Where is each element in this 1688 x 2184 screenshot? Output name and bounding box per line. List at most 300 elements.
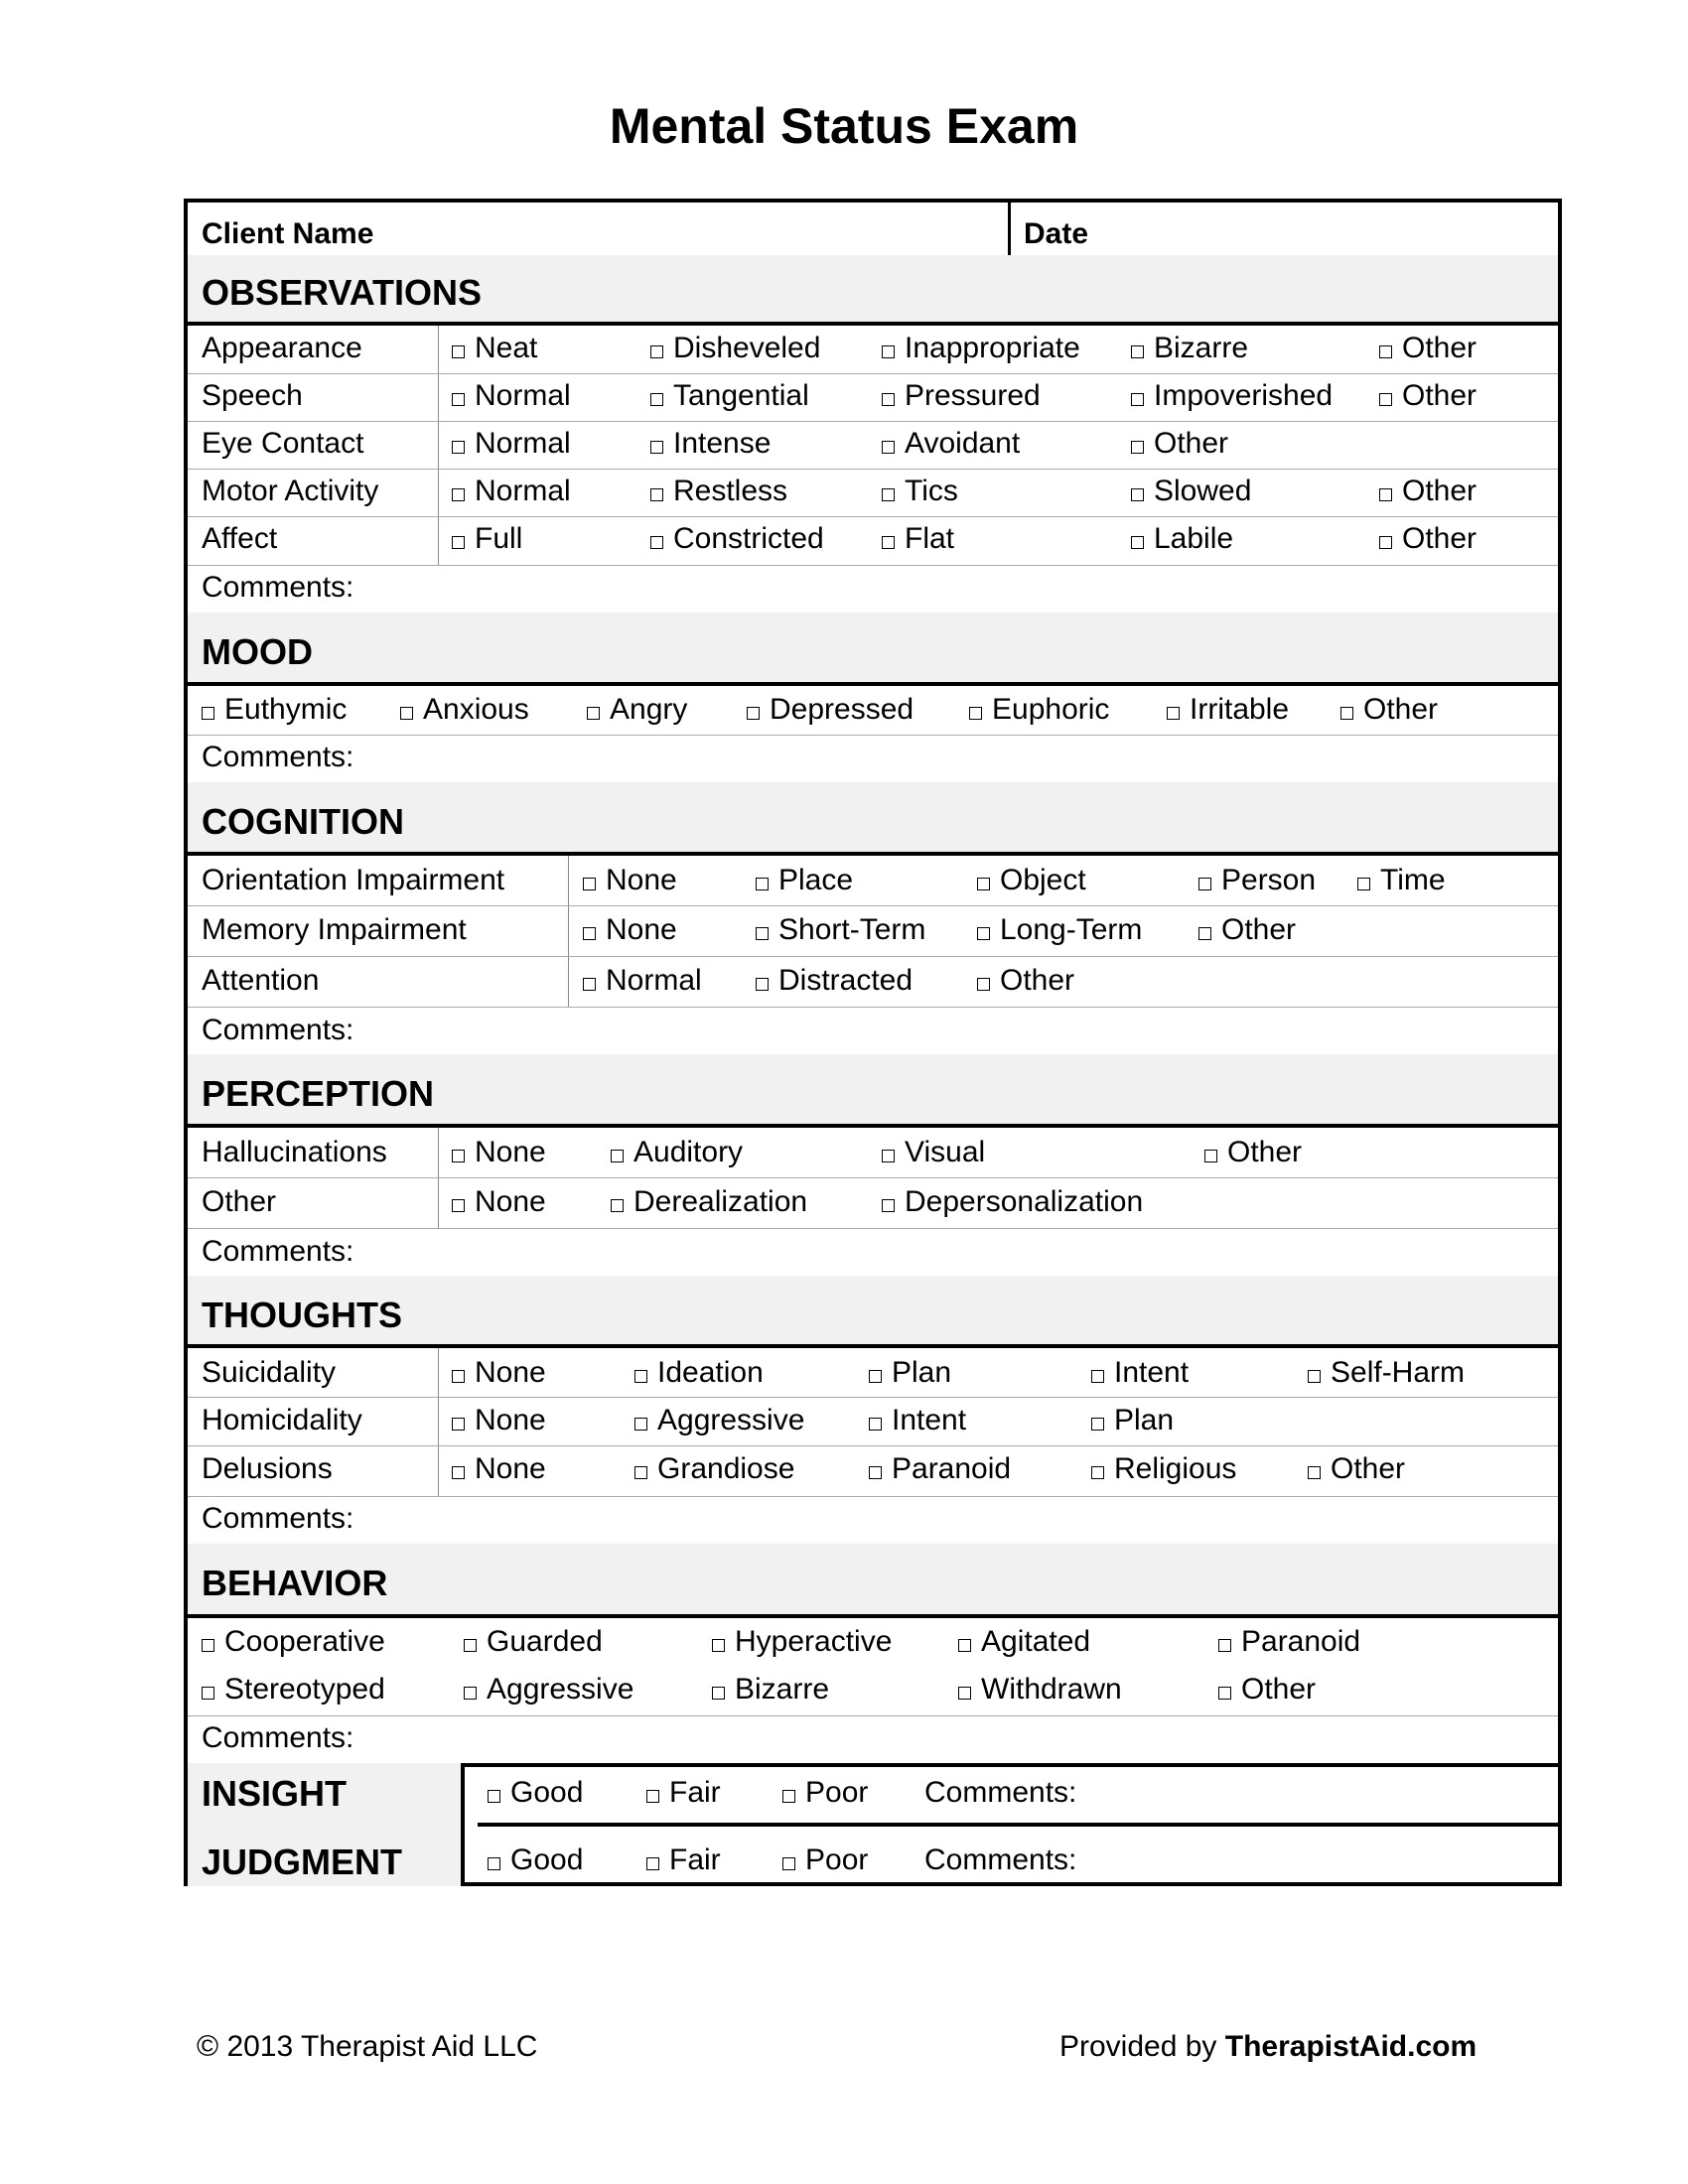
row-divider [188, 421, 1558, 422]
option-label: None [475, 1404, 546, 1436]
section-header-thoughts [188, 1276, 1558, 1348]
perception-comments-field[interactable] [356, 1230, 1548, 1274]
checkbox-other[interactable] [1340, 693, 1438, 727]
checkbox-square-icon [1091, 1466, 1104, 1479]
option-label: Paranoid [892, 1452, 1012, 1485]
comments-label: Comments: [202, 1721, 354, 1754]
checkbox-square-icon [1131, 441, 1144, 454]
option-label: Depersonalization [905, 1185, 1144, 1218]
row-label-speech: Speech [202, 379, 303, 412]
checkbox-square-icon [488, 1857, 500, 1870]
option-label: Normal [475, 379, 571, 412]
checkbox-square-icon [464, 1687, 477, 1700]
checkbox-aggressive[interactable] [464, 1673, 633, 1706]
option-label: None [475, 1356, 546, 1389]
checkbox-paranoid[interactable] [869, 1452, 1011, 1486]
option-label: Irritable [1190, 693, 1290, 726]
checkbox-bizarre[interactable] [712, 1673, 829, 1706]
date-label: Date [1024, 217, 1089, 250]
checkbox-square-icon [969, 707, 982, 720]
comments-label: Comments: [202, 741, 354, 773]
checkbox-none[interactable] [452, 1452, 546, 1486]
checkbox-square-icon [1379, 393, 1392, 406]
checkbox-square-icon [488, 1790, 500, 1803]
option-label: Guarded [487, 1625, 603, 1658]
option-label: Normal [475, 475, 571, 507]
option-label: Other [1363, 693, 1439, 726]
option-label: Impoverished [1154, 379, 1334, 412]
option-label: Ideation [657, 1356, 764, 1389]
checkbox-square-icon [452, 1466, 465, 1479]
section-title-thoughts: THOUGHTS [202, 1295, 402, 1335]
row-label-affect: Affect [202, 522, 278, 555]
checkbox-place[interactable] [756, 864, 853, 897]
checkbox-disheveled[interactable] [650, 332, 820, 365]
option-label: Good [510, 1843, 584, 1876]
option-label: Good [510, 1776, 584, 1809]
option-label: Poor [805, 1776, 869, 1809]
option-label: Euphoric [992, 693, 1110, 726]
checkbox-square-icon [958, 1687, 971, 1700]
checkbox-inappropriate[interactable] [882, 332, 1080, 365]
option-label: Long-Term [1000, 913, 1143, 946]
row-divider [188, 905, 1558, 906]
checkbox-angry[interactable] [587, 693, 687, 727]
checkbox-tics[interactable] [882, 475, 958, 508]
checkbox-square-icon [452, 1199, 465, 1212]
checkbox-neat[interactable] [452, 332, 537, 365]
option-label: Fair [669, 1776, 721, 1809]
comments-label: Comments: [202, 1235, 354, 1268]
row-divider [188, 469, 1558, 470]
checkbox-square-icon [1131, 393, 1144, 406]
option-label: Object [1000, 864, 1086, 896]
checkbox-square-icon [958, 1639, 971, 1652]
checkbox-none[interactable] [583, 913, 677, 947]
option-label: Normal [475, 427, 571, 460]
checkbox-square-icon [1379, 536, 1392, 549]
checkbox-square-icon [646, 1790, 659, 1803]
checkbox-square-icon [712, 1639, 725, 1652]
comments-label: Comments: [924, 1843, 1077, 1876]
checkbox-time[interactable] [1357, 864, 1446, 897]
checkbox-square-icon [646, 1857, 659, 1870]
checkbox-long-term[interactable] [977, 913, 1142, 947]
option-label: Slowed [1154, 475, 1252, 507]
checkbox-square-icon [452, 488, 465, 501]
checkbox-square-icon [882, 345, 895, 358]
checkbox-square-icon [1131, 488, 1144, 501]
checkbox-square-icon [977, 927, 990, 940]
option-label: Inappropriate [905, 332, 1080, 364]
row-divider [188, 1177, 1558, 1178]
checkbox-square-icon [1308, 1466, 1321, 1479]
checkbox-other[interactable] [1204, 1136, 1302, 1169]
checkbox-none[interactable] [452, 1185, 546, 1219]
option-label: Other [1402, 522, 1477, 555]
row-label-suicidality: Suicidality [202, 1356, 337, 1389]
option-label: Tics [905, 475, 958, 507]
checkbox-plan[interactable] [1091, 1404, 1174, 1437]
checkbox-pressured[interactable] [882, 379, 1041, 413]
option-label: Pressured [905, 379, 1041, 412]
checkbox-religious[interactable] [1091, 1452, 1236, 1486]
checkbox-slowed[interactable] [1131, 475, 1251, 508]
checkbox-intense[interactable] [650, 427, 771, 461]
section-title-cognition: COGNITION [202, 801, 404, 842]
checkbox-square-icon [583, 927, 596, 940]
checkbox-square-icon [882, 1150, 895, 1162]
option-label: Paranoid [1241, 1625, 1361, 1658]
checkbox-square-icon [782, 1857, 795, 1870]
checkbox-depressed[interactable] [747, 693, 914, 727]
checkbox-poor[interactable] [782, 1843, 868, 1877]
checkbox-square-icon [452, 1150, 465, 1162]
row-label-memory-impairment: Memory Impairment [202, 913, 467, 946]
option-label: Person [1221, 864, 1317, 896]
checkbox-normal[interactable] [583, 964, 702, 998]
row-divider [188, 516, 1558, 517]
checkbox-square-icon [634, 1418, 647, 1431]
checkbox-square-icon [882, 488, 895, 501]
checkbox-other[interactable] [1379, 475, 1477, 508]
footer-copyright: © 2013 Therapist Aid LLC [197, 2030, 538, 2063]
option-label: Aggressive [657, 1404, 805, 1436]
insight-judgment-rule [478, 1823, 1558, 1827]
option-label: Constricted [673, 522, 824, 555]
thoughts-comments-field[interactable] [356, 1498, 1548, 1542]
checkbox-bizarre[interactable] [1131, 332, 1248, 365]
checkbox-grandiose[interactable] [634, 1452, 794, 1486]
option-label: Bizarre [1154, 332, 1249, 364]
row-divider [188, 373, 1558, 374]
checkbox-other[interactable] [1379, 332, 1477, 365]
row-divider [188, 1496, 1558, 1497]
option-label: Other [1000, 964, 1075, 997]
section-title-mood: MOOD [202, 631, 313, 672]
checkbox-other[interactable] [1131, 427, 1228, 461]
section-title-insight: INSIGHT [202, 1773, 348, 1814]
option-label: None [475, 1185, 546, 1218]
header-divider [1008, 203, 1011, 255]
row-label-delusions: Delusions [202, 1452, 333, 1485]
checkbox-square-icon [1379, 488, 1392, 501]
checkbox-square-icon [712, 1687, 725, 1700]
checkbox-square-icon [202, 1639, 214, 1652]
checkbox-square-icon [747, 707, 760, 720]
row-label-motor-activity: Motor Activity [202, 475, 379, 507]
option-label: Distracted [778, 964, 914, 997]
checkbox-square-icon [634, 1370, 647, 1383]
option-label: Agitated [981, 1625, 1091, 1658]
checkbox-other[interactable] [1379, 379, 1477, 413]
page-title: Mental Status Exam [609, 98, 1079, 154]
option-label: Withdrawn [981, 1673, 1122, 1706]
row-label-eye-contact: Eye Contact [202, 427, 364, 460]
row-divider [188, 1007, 1558, 1008]
option-label: Poor [805, 1843, 869, 1876]
date-field[interactable] [1101, 210, 1538, 256]
option-label: Visual [905, 1136, 986, 1168]
checkbox-other[interactable] [1198, 913, 1296, 947]
row-label-hallucinations: Hallucinations [202, 1136, 387, 1168]
option-label: Fair [669, 1843, 721, 1876]
checkbox-square-icon [882, 393, 895, 406]
option-label: Intent [892, 1404, 967, 1436]
checkbox-square-icon [400, 707, 413, 720]
option-label: Tangential [673, 379, 809, 412]
checkbox-square-icon [650, 488, 663, 501]
checkbox-other[interactable] [1308, 1452, 1405, 1486]
checkbox-square-icon [650, 393, 663, 406]
checkbox-normal[interactable] [452, 475, 571, 508]
checkbox-tangential[interactable] [650, 379, 809, 413]
option-label: Labile [1154, 522, 1234, 555]
checkbox-distracted[interactable] [756, 964, 913, 998]
checkbox-depersonalization[interactable] [882, 1185, 1143, 1219]
option-label: None [475, 1136, 546, 1168]
row-label-orientation-impairment: Orientation Impairment [202, 864, 505, 896]
observations-column-divider [438, 326, 439, 565]
option-label: Other [1221, 913, 1297, 946]
checkbox-square-icon [977, 978, 990, 991]
checkbox-cooperative[interactable] [202, 1625, 385, 1659]
checkbox-square-icon [782, 1790, 795, 1803]
checkbox-square-icon [1308, 1370, 1321, 1383]
checkbox-constricted[interactable] [650, 522, 824, 556]
checkbox-other[interactable] [1218, 1673, 1316, 1706]
thoughts-column-divider [438, 1348, 439, 1496]
checkbox-intent[interactable] [1091, 1356, 1189, 1390]
checkbox-square-icon [869, 1466, 882, 1479]
section-title-judgment: JUDGMENT [202, 1842, 403, 1882]
option-label: Normal [606, 964, 702, 997]
checkbox-fair[interactable] [646, 1776, 721, 1810]
option-label: Religious [1114, 1452, 1237, 1485]
option-label: None [606, 913, 677, 946]
checkbox-square-icon [1198, 878, 1211, 890]
checkbox-square-icon [611, 1199, 624, 1212]
checkbox-short-term[interactable] [756, 913, 925, 947]
checkbox-none[interactable] [452, 1404, 546, 1437]
option-label: Time [1380, 864, 1446, 896]
option-label: Aggressive [487, 1673, 634, 1706]
option-label: Intent [1114, 1356, 1190, 1389]
checkbox-square-icon [650, 345, 663, 358]
checkbox-square-icon [1091, 1370, 1104, 1383]
row-label-attention: Attention [202, 964, 320, 997]
checkbox-square-icon [587, 707, 600, 720]
checkbox-square-icon [1198, 927, 1211, 940]
checkbox-square-icon [1357, 878, 1370, 890]
option-label: Full [475, 522, 523, 555]
checkbox-flat[interactable] [882, 522, 954, 556]
section-header-perception [188, 1054, 1558, 1128]
row-label-other: Other [202, 1185, 277, 1218]
therapistaid-link[interactable]: TherapistAid.com [1224, 2030, 1477, 2063]
checkbox-square-icon [452, 441, 465, 454]
row-divider [188, 956, 1558, 957]
option-label: Cooperative [224, 1625, 385, 1658]
section-header-observations [188, 255, 1558, 326]
checkbox-stereotyped[interactable] [202, 1673, 385, 1706]
checkbox-square-icon [882, 1199, 895, 1212]
checkbox-auditory[interactable] [611, 1136, 743, 1169]
client-name-field[interactable] [476, 210, 982, 256]
option-label: Restless [673, 475, 788, 507]
checkbox-person[interactable] [1198, 864, 1316, 897]
checkbox-guarded[interactable] [464, 1625, 603, 1659]
checkbox-square-icon [1379, 345, 1392, 358]
checkbox-square-icon [202, 1687, 214, 1700]
checkbox-impoverished[interactable] [1131, 379, 1333, 413]
checkbox-square-icon [1218, 1687, 1231, 1700]
checkbox-square-icon [464, 1639, 477, 1652]
checkbox-agitated[interactable] [958, 1625, 1090, 1659]
checkbox-square-icon [882, 441, 895, 454]
checkbox-square-icon [869, 1370, 882, 1383]
checkbox-anxious[interactable] [400, 693, 529, 727]
row-divider [188, 735, 1558, 736]
option-label: Plan [1114, 1404, 1175, 1436]
checkbox-labile[interactable] [1131, 522, 1233, 556]
checkbox-square-icon [452, 345, 465, 358]
checkbox-visual[interactable] [882, 1136, 985, 1169]
checkbox-euphoric[interactable] [969, 693, 1109, 727]
section-header-cognition [188, 782, 1558, 856]
option-label: Neat [475, 332, 538, 364]
mood-comments-field[interactable] [356, 737, 1548, 780]
client-name-label: Client Name [202, 217, 374, 250]
option-label: Grandiose [657, 1452, 795, 1485]
section-title-observations: OBSERVATIONS [202, 272, 483, 313]
cognition-comments-field[interactable] [356, 1009, 1548, 1052]
option-label: Anxious [423, 693, 529, 726]
option-label: Other [1402, 332, 1477, 364]
row-divider [188, 1445, 1558, 1446]
checkbox-square-icon [452, 1418, 465, 1431]
checkbox-square-icon [1167, 707, 1180, 720]
option-label: Other [1331, 1452, 1406, 1485]
checkbox-good[interactable] [488, 1776, 583, 1810]
checkbox-plan[interactable] [869, 1356, 951, 1390]
checkbox-square-icon [650, 441, 663, 454]
checkbox-ideation[interactable] [634, 1356, 764, 1390]
checkbox-avoidant[interactable] [882, 427, 1020, 461]
insight-top-rule [465, 1763, 1558, 1767]
checkbox-self-harm[interactable] [1308, 1356, 1465, 1390]
checkbox-square-icon [882, 536, 895, 549]
checkbox-square-icon [869, 1418, 882, 1431]
checkbox-other[interactable] [1379, 522, 1477, 556]
checkbox-square-icon [1131, 345, 1144, 358]
checkbox-poor[interactable] [782, 1776, 868, 1810]
checkbox-normal[interactable] [452, 427, 571, 461]
checkbox-normal[interactable] [452, 379, 571, 413]
checkbox-square-icon [1091, 1418, 1104, 1431]
checkbox-none[interactable] [452, 1136, 546, 1169]
row-label-homicidality: Homicidality [202, 1404, 362, 1436]
behavior-comments-field[interactable] [356, 1717, 1548, 1761]
option-label: Other [1154, 427, 1229, 460]
option-label: Bizarre [735, 1673, 830, 1706]
checkbox-square-icon [1131, 536, 1144, 549]
checkbox-aggressive[interactable] [634, 1404, 804, 1437]
checkbox-paranoid[interactable] [1218, 1625, 1360, 1659]
option-label: Other [1402, 475, 1477, 507]
option-label: Auditory [633, 1136, 744, 1168]
option-label: Self-Harm [1331, 1356, 1466, 1389]
checkbox-derealization[interactable] [611, 1185, 807, 1219]
checkbox-square-icon [202, 707, 214, 720]
option-label: Other [1402, 379, 1477, 412]
checkbox-square-icon [611, 1150, 624, 1162]
section-title-behavior: BEHAVIOR [202, 1563, 388, 1603]
judgment-comments-field[interactable] [1071, 1833, 1548, 1880]
checkbox-other[interactable] [977, 964, 1074, 998]
checkbox-none[interactable] [583, 864, 677, 897]
checkbox-square-icon [977, 878, 990, 890]
comments-label: Comments: [202, 1502, 354, 1535]
checkbox-hyperactive[interactable] [712, 1625, 892, 1659]
option-label: Short-Term [778, 913, 926, 946]
footer-provided-by [1059, 2030, 1477, 2064]
observations-comments-field[interactable] [356, 567, 1548, 611]
checkbox-intent[interactable] [869, 1404, 966, 1437]
checkbox-square-icon [452, 1370, 465, 1383]
checkbox-fair[interactable] [646, 1843, 721, 1877]
checkbox-square-icon [756, 927, 769, 940]
row-divider [188, 1397, 1558, 1398]
option-label: Avoidant [905, 427, 1021, 460]
checkbox-square-icon [756, 978, 769, 991]
option-label: Intense [673, 427, 772, 460]
option-label: Disheveled [673, 332, 821, 364]
checkbox-square-icon [583, 978, 596, 991]
checkbox-restless[interactable] [650, 475, 787, 508]
checkbox-full[interactable] [452, 522, 522, 556]
option-label: Flat [905, 522, 955, 555]
checkbox-irritable[interactable] [1167, 693, 1289, 727]
checkbox-square-icon [583, 878, 596, 890]
option-label: Hyperactive [735, 1625, 893, 1658]
checkbox-euthymic[interactable] [202, 693, 347, 727]
option-label: Angry [610, 693, 688, 726]
option-label: Other [1227, 1136, 1303, 1168]
checkbox-object[interactable] [977, 864, 1086, 897]
provided-by-label: Provided by [1059, 2030, 1217, 2063]
comments-label: Comments: [202, 571, 354, 604]
insight-comments-field[interactable] [1071, 1769, 1548, 1817]
section-title-perception: PERCEPTION [202, 1073, 435, 1114]
comments-label: Comments: [202, 1014, 354, 1046]
row-divider [188, 1715, 1558, 1716]
checkbox-withdrawn[interactable] [958, 1673, 1122, 1706]
checkbox-square-icon [634, 1466, 647, 1479]
checkbox-square-icon [650, 536, 663, 549]
cognition-column-divider [568, 856, 569, 1007]
checkbox-square-icon [1340, 707, 1353, 720]
option-label: Stereotyped [224, 1673, 385, 1706]
checkbox-none[interactable] [452, 1356, 546, 1390]
option-label: Place [778, 864, 854, 896]
checkbox-square-icon [1204, 1150, 1217, 1162]
option-label: Derealization [633, 1185, 808, 1218]
row-label-appearance: Appearance [202, 332, 362, 364]
option-label: None [475, 1452, 546, 1485]
checkbox-good[interactable] [488, 1843, 583, 1877]
option-label: Euthymic [224, 693, 348, 726]
